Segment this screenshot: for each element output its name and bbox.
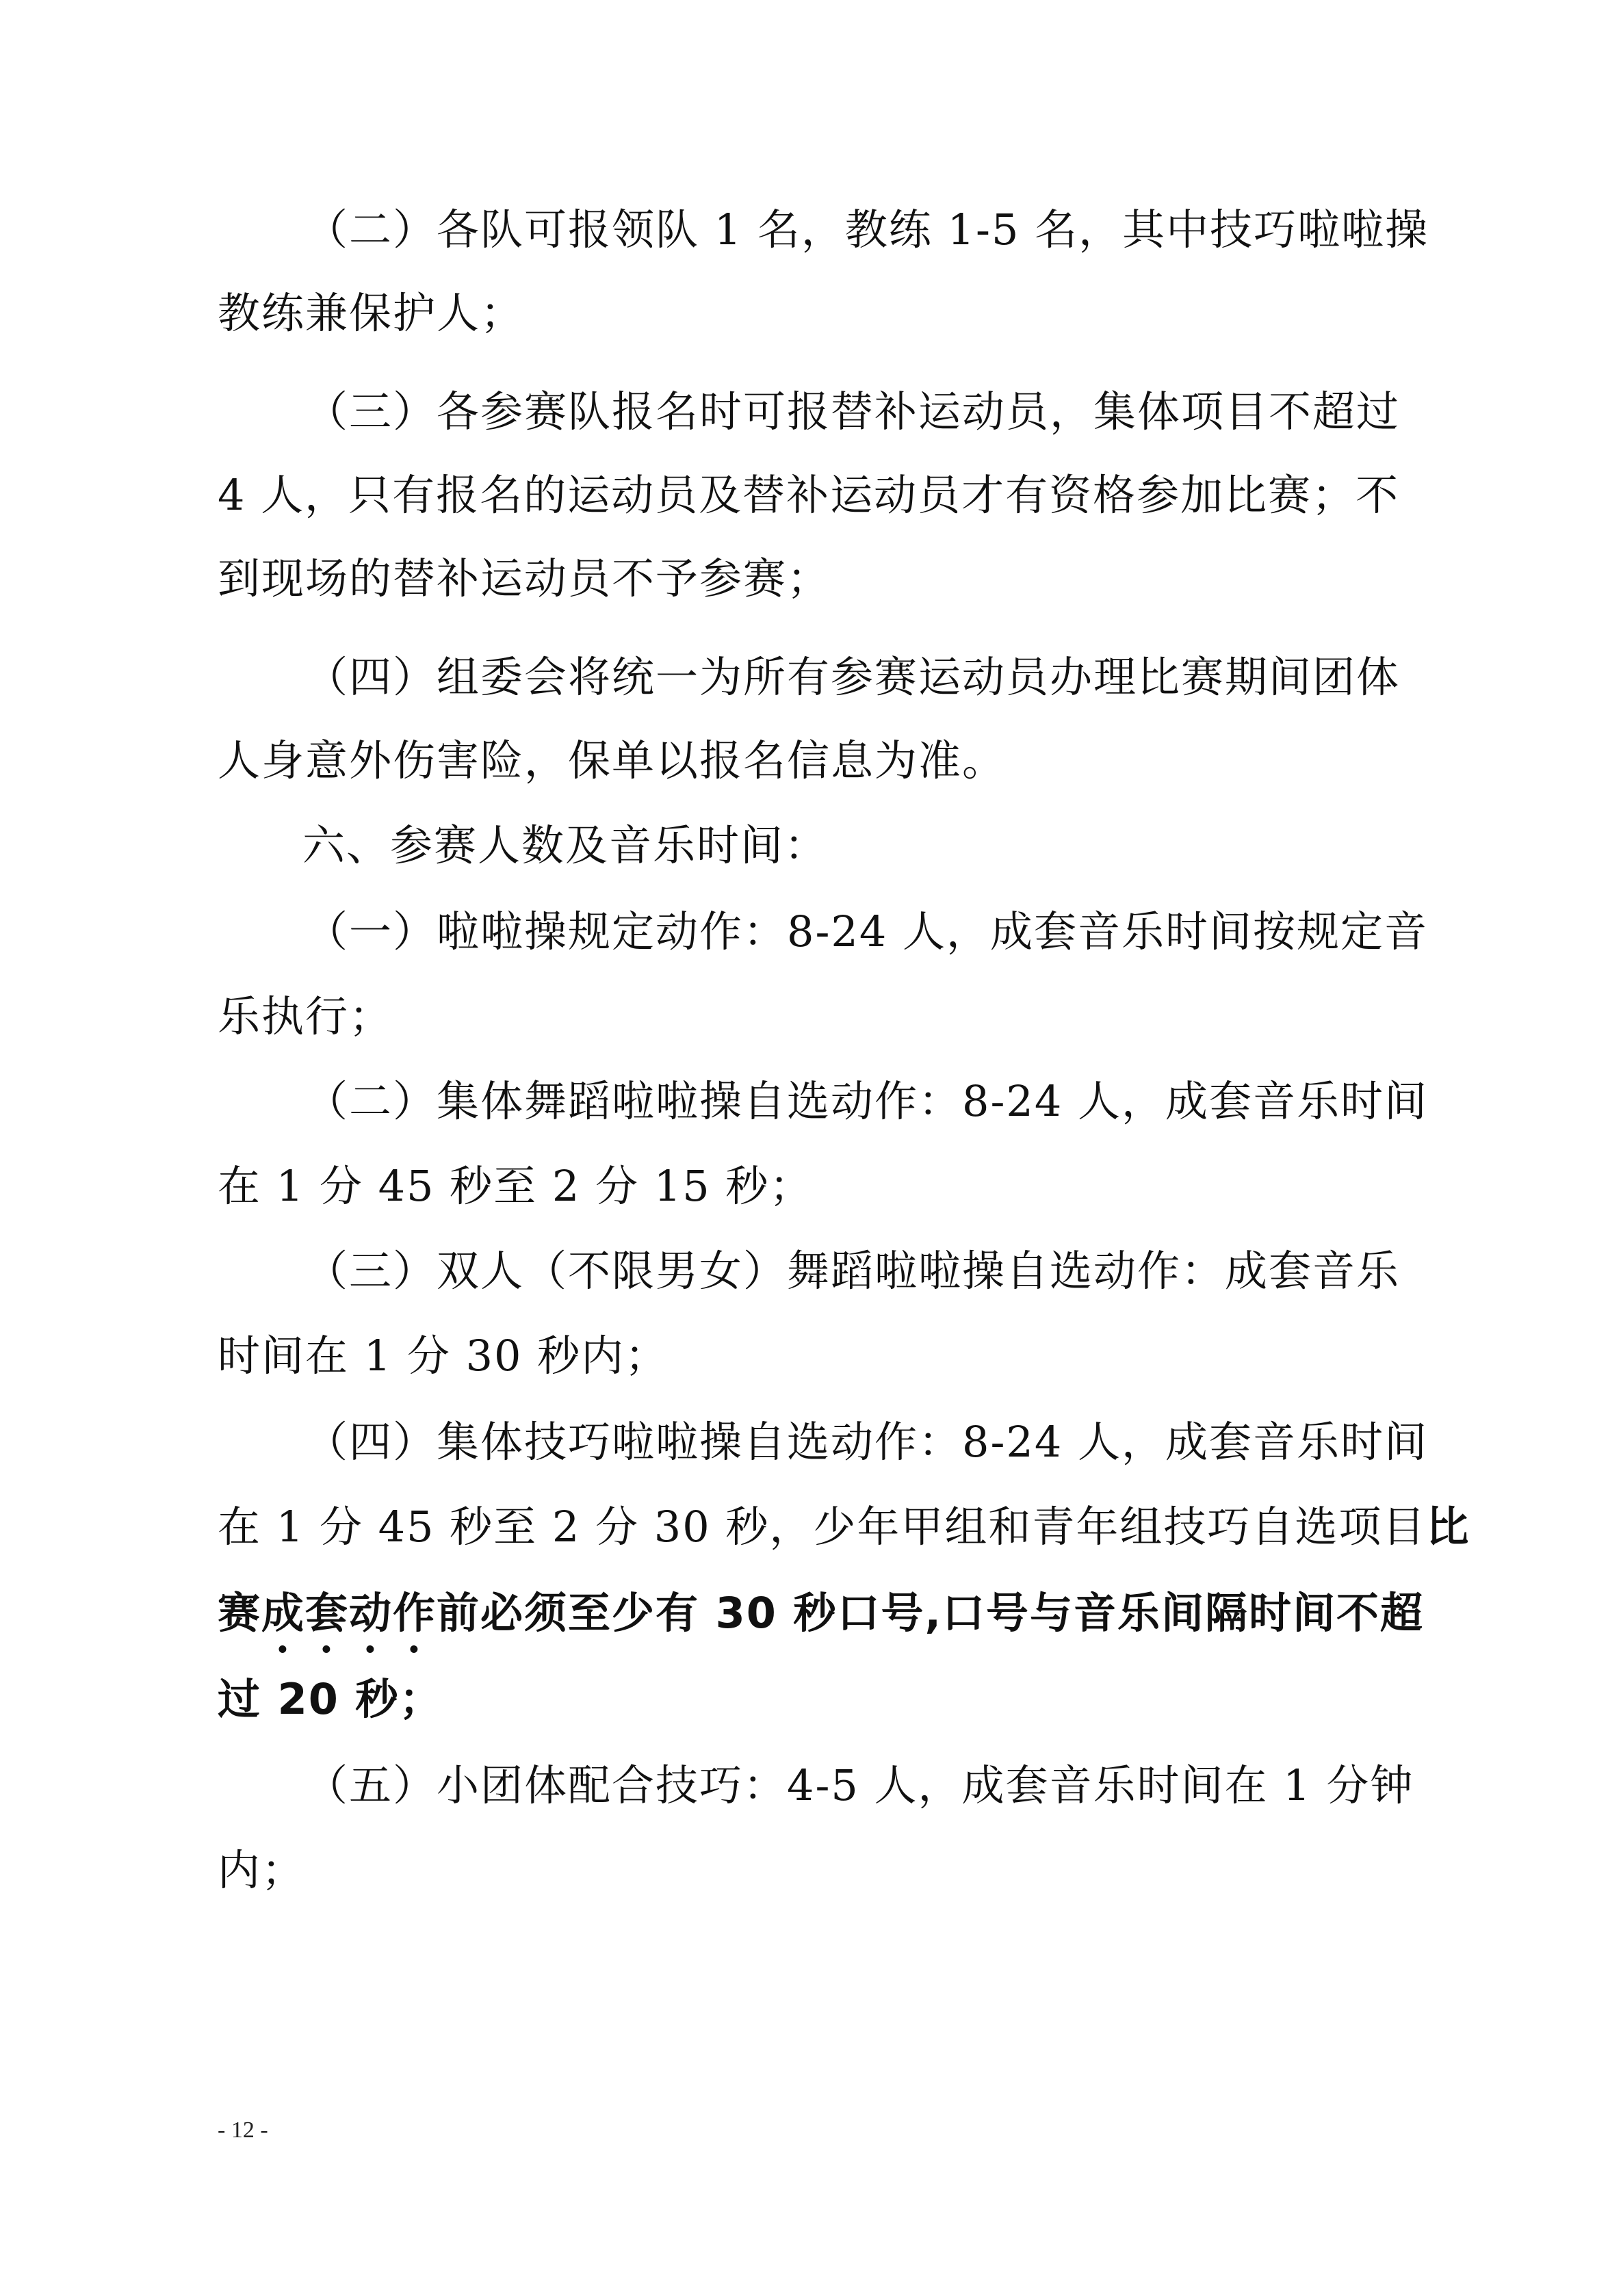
- paragraph-line: 人身意外伤害险，保单以报名信息为准。: [218, 735, 1007, 785]
- paragraph-text: 在 1 分 45 秒至 2 分 30 秒，少年甲组和青年组技巧自选项目: [218, 1502, 1427, 1552]
- paragraph-line: （三）各参赛队报名时可报替补运动员，集体项目不超过: [305, 387, 1401, 436]
- bold-emphasis-line: 赛成套动作前必须至少有 30 秒口号,口号与音乐间隔时间不超: [218, 1588, 1425, 1638]
- paragraph-line: （四）集体技巧啦啦操自选动作：8-24 人，成套音乐时间: [305, 1417, 1428, 1467]
- paragraph-line: （二）集体舞蹈啦啦操自选动作：8-24 人，成套音乐时间: [305, 1076, 1428, 1126]
- paragraph-line: 内；: [218, 1845, 306, 1895]
- paragraph-line: [218, 1500, 1470, 1554]
- paragraph-line: 到现场的替补运动员不予参赛；: [218, 553, 831, 603]
- paragraph-line: （五）小团体配合技巧：4-5 人，成套音乐时间在 1 分钟: [305, 1760, 1414, 1810]
- dotted-emphasis-text: 成套动作: [261, 1588, 437, 1638]
- paragraph-line: 教练兼保护人；: [218, 288, 525, 338]
- bold-emphasis-line: 过 20 秒；: [218, 1674, 443, 1724]
- paragraph-line: 4 人，只有报名的运动员及替补运动员才有资格参加比赛；不: [218, 470, 1400, 520]
- paragraph-line: （二）各队可报领队 1 名，教练 1-5 名，其中技巧啦啦操: [305, 205, 1429, 255]
- paragraph-line: 在 1 分 45 秒至 2 分 15 秒；: [218, 1161, 814, 1211]
- paragraph-line: （四）组委会将统一为所有参赛运动员办理比赛期间团体: [305, 652, 1401, 702]
- section-heading: 六、参赛人数及音乐时间：: [302, 820, 829, 870]
- page-number: - 12 -: [218, 2117, 268, 2143]
- paragraph-line: 时间在 1 分 30 秒内；: [218, 1331, 669, 1381]
- paragraph-line: （三）双人（不限男女）舞蹈啦啦操自选动作：成套音乐: [305, 1246, 1401, 1296]
- bold-emphasis-text: 比: [1426, 1502, 1470, 1552]
- paragraph-line: （一）啦啦操规定动作：8-24 人，成套音乐时间按规定音: [305, 906, 1428, 956]
- paragraph-line: 乐执行；: [218, 991, 393, 1041]
